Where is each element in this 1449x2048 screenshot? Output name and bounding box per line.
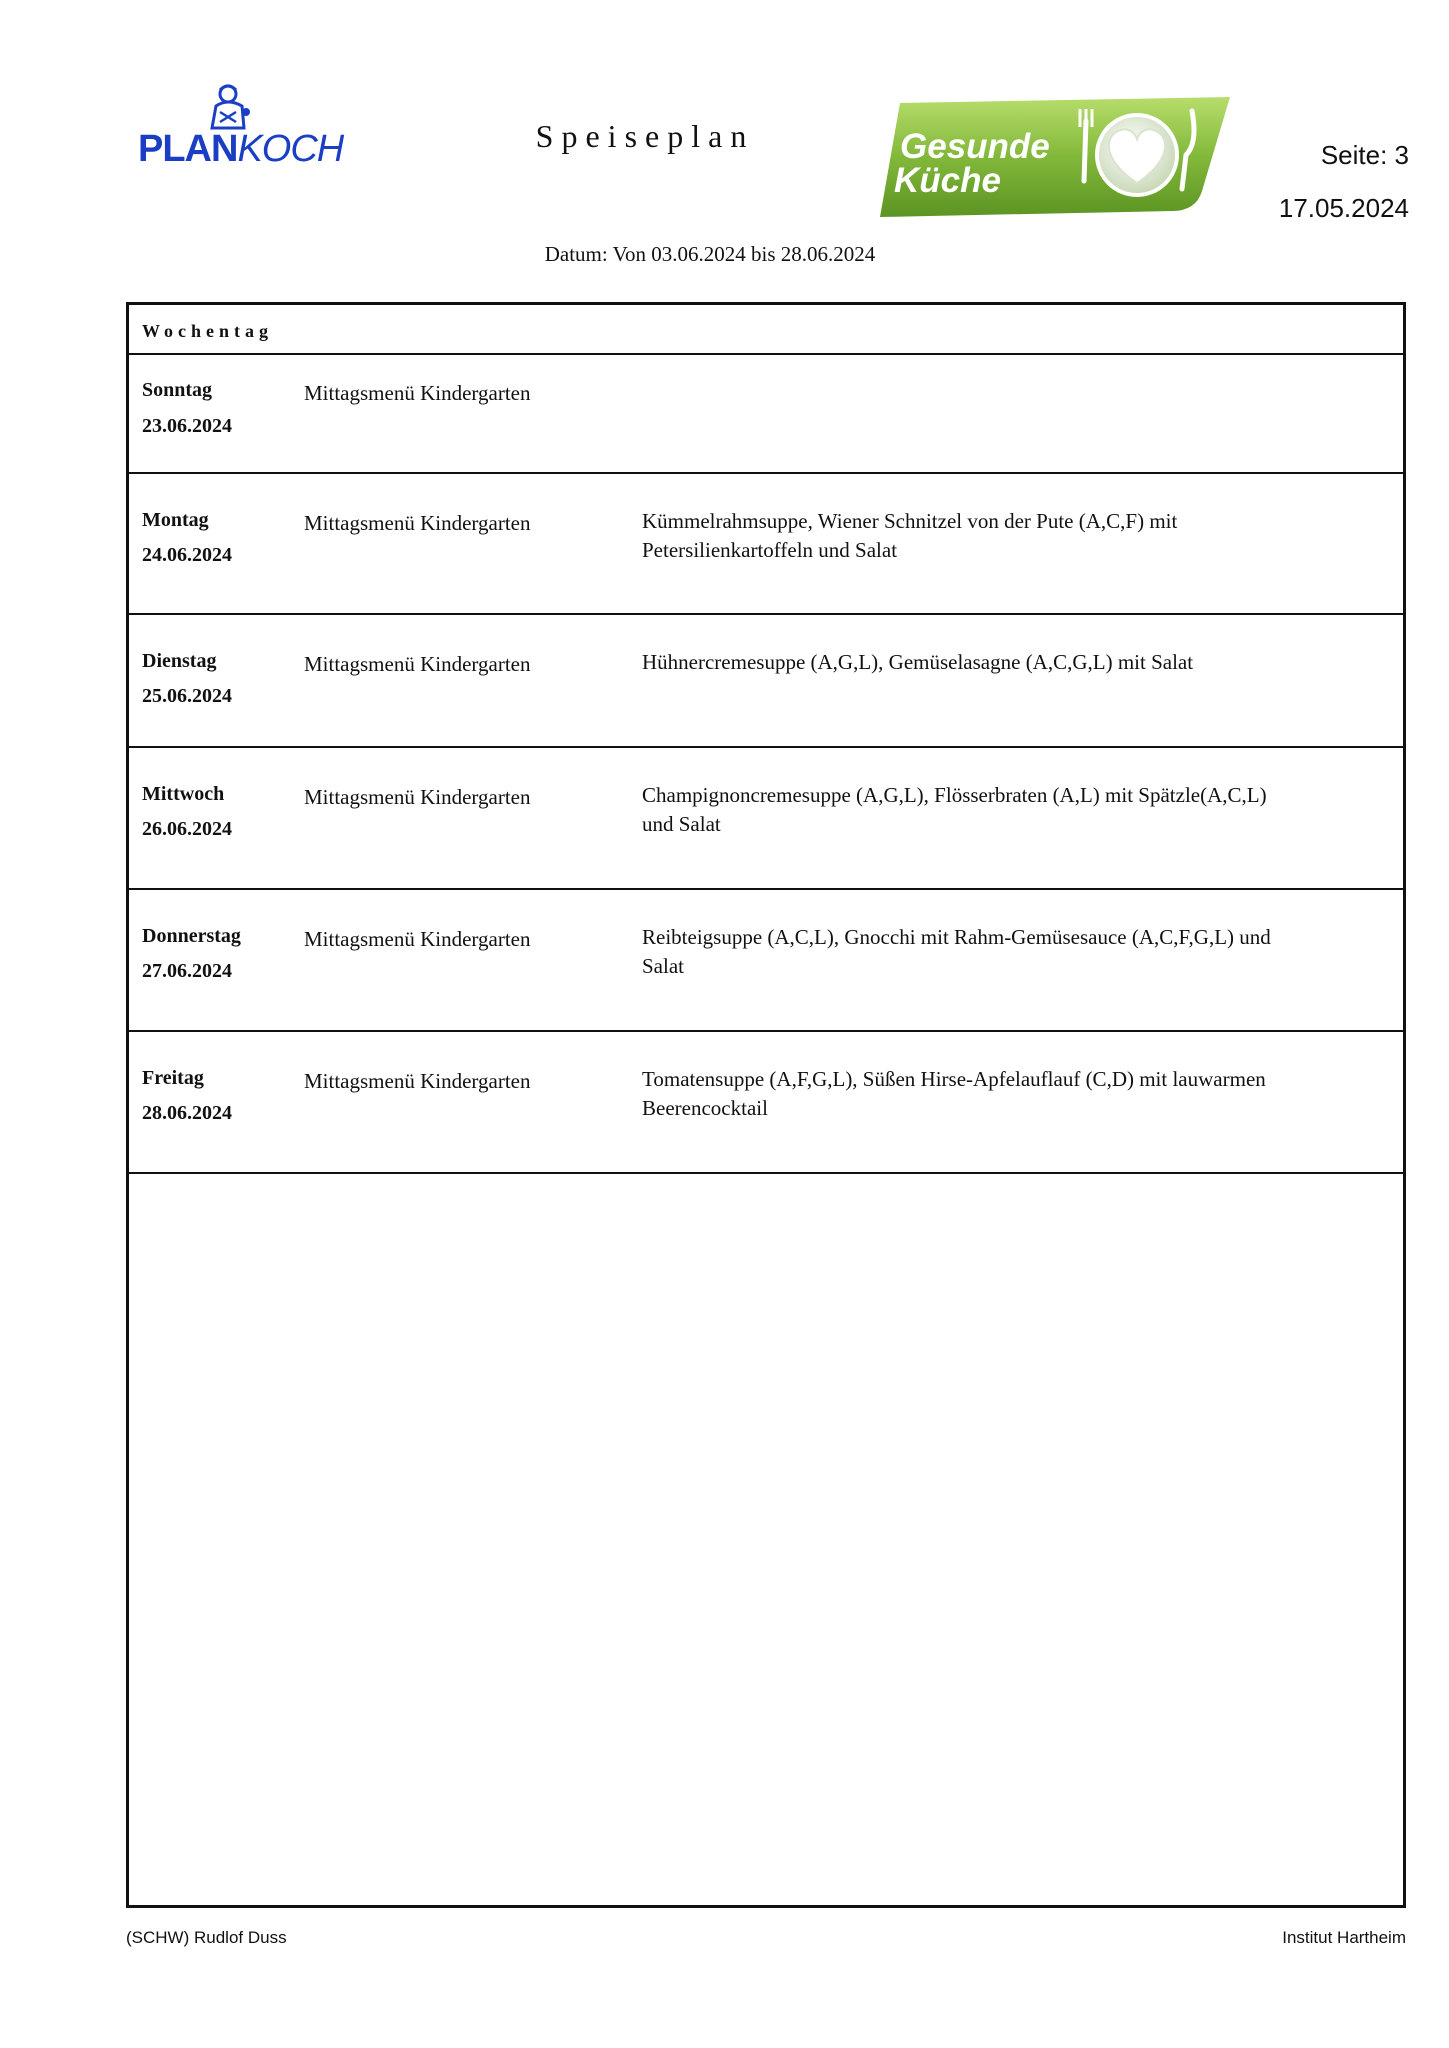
dishes: Hühnercremesuppe (A,G,L), Gemüselasagne (A,C,G,L) mit Salat <box>642 650 1194 674</box>
menu-type: Mittagsmenü Kindergarten <box>304 511 531 535</box>
gesunde-kueche-logo <box>880 93 1230 217</box>
menu-type: Mittagsmenü Kindergarten <box>304 652 531 676</box>
dishes: Kümmelrahmsuppe, Wiener Schnitzel von der Pute (A,C,F) mit Petersilienkartoffeln und Salat <box>642 509 1178 562</box>
day-name: Donnerstag <box>142 925 241 947</box>
table-row <box>129 748 1403 890</box>
day-name: Montag <box>142 509 209 531</box>
table-row <box>129 1032 1403 1174</box>
plankoch-wordmark <box>138 128 343 171</box>
footer-institution: Institut Hartheim <box>1282 1928 1406 1947</box>
plankoch-text-koch: KOCH <box>237 128 344 170</box>
dishes: Tomatensuppe (A,F,G,L), Süßen Hirse-Apfelauflauf (C,D) mit lauwarmen Beerencocktail <box>642 1067 1266 1120</box>
plankoch-text-plan: PLAN <box>138 128 238 170</box>
menu-type: Mittagsmenü Kindergarten <box>304 1069 531 1093</box>
menu-type: Mittagsmenü Kindergarten <box>304 927 531 951</box>
page-number: Seite: 3 <box>1320 140 1409 170</box>
table-row <box>129 615 1403 748</box>
menu-type: Mittagsmenü Kindergarten <box>304 381 531 405</box>
date-range: Datum: Von 03.06.2024 bis 28.06.2024 <box>544 242 876 266</box>
table-row <box>129 355 1403 474</box>
day-date: 25.06.2024 <box>142 685 232 707</box>
day-date: 28.06.2024 <box>142 1102 232 1124</box>
day-date: 24.06.2024 <box>142 544 232 566</box>
day-date: 23.06.2024 <box>142 415 232 437</box>
page-header <box>0 0 1449 290</box>
gesunde-text: Gesunde <box>900 127 1050 166</box>
plankoch-logo <box>138 82 348 172</box>
footer-author: (SCHW) Rudlof Duss <box>126 1928 287 1947</box>
day-name: Mittwoch <box>142 783 225 805</box>
table-row <box>129 890 1403 1032</box>
day-date: 26.06.2024 <box>142 818 232 840</box>
menu-type: Mittagsmenü Kindergarten <box>304 785 531 809</box>
day-name: Freitag <box>142 1067 204 1089</box>
column-header-wochentag: Wochentag <box>129 305 1403 355</box>
page-title: Speiseplan <box>535 118 755 154</box>
kueche-text: Küche <box>894 161 1001 200</box>
dishes: Reibteigsuppe (A,C,L), Gnocchi mit Rahm-Gemüsesauce (A,C,F,G,L) und Salat <box>642 925 1271 978</box>
table-row <box>129 474 1403 615</box>
print-date: 17.05.2024 <box>1278 193 1409 223</box>
day-date: 27.06.2024 <box>142 960 232 982</box>
menu-table <box>126 302 1406 1908</box>
day-name: Sonntag <box>142 379 213 401</box>
dishes: Champignoncremesuppe (A,G,L), Flösserbraten (A,L) mit Spätzle(A,C,L) und Salat <box>642 783 1267 836</box>
chef-icon <box>198 82 258 134</box>
day-name: Dienstag <box>142 650 217 672</box>
